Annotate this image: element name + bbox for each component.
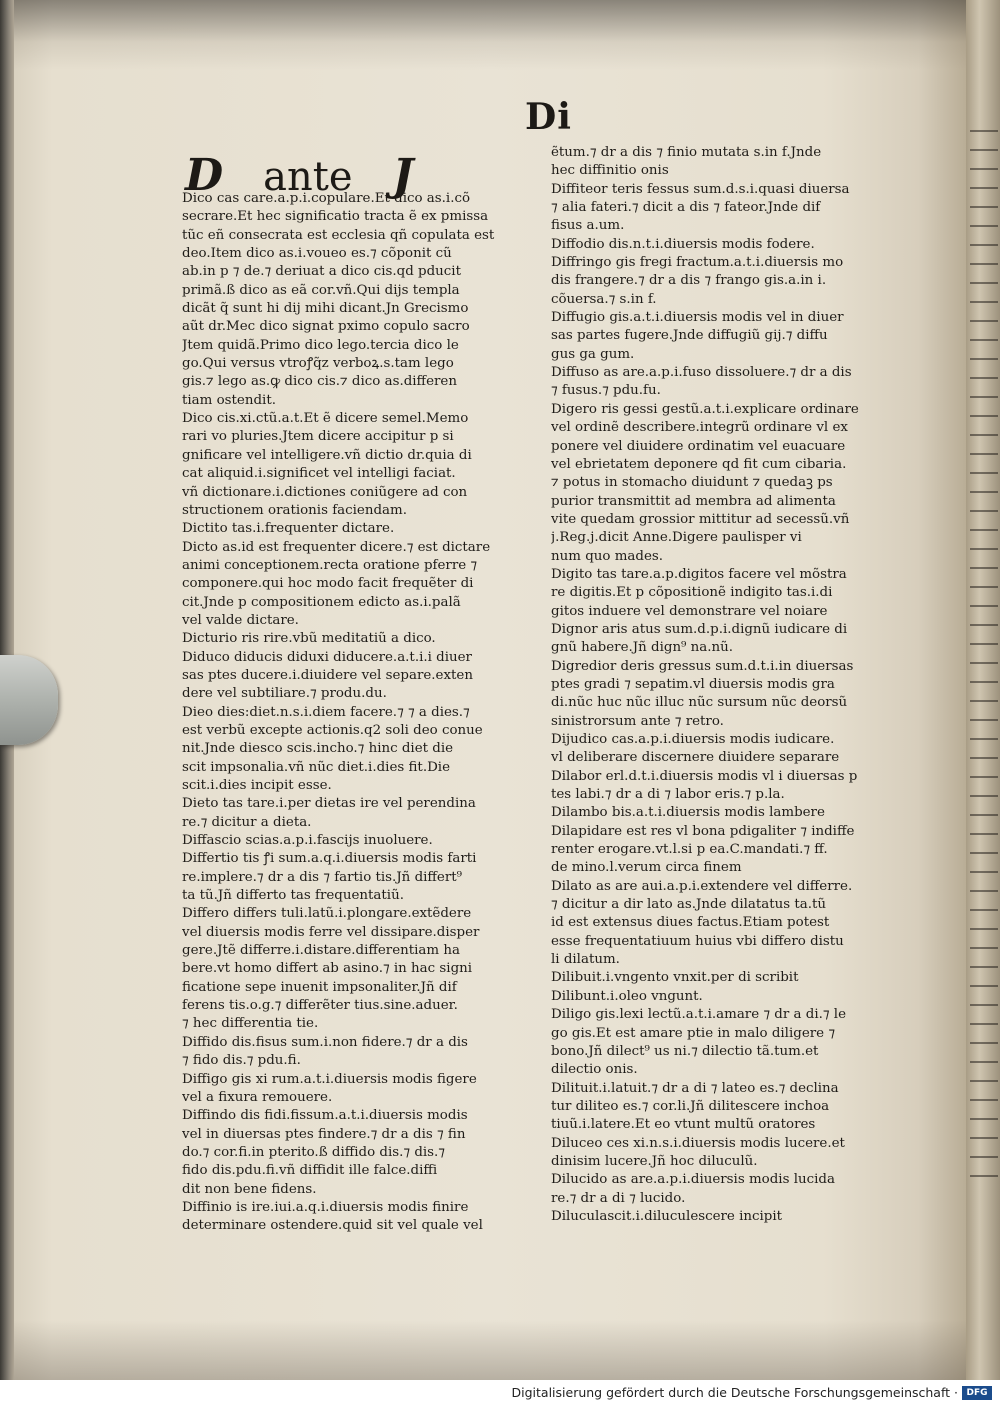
text-line: dis frangere.⁊ dr a dis ⁊ frango gis.a.in i. [551, 273, 827, 289]
text-line: cit.Jnde p compositionem edicto as.i.palã [182, 594, 461, 610]
text-line: Diffringo gis fregi fractum.a.t.i.diuersis mo [551, 255, 844, 271]
text-line: primã.ß dico as eã cor.vñ.Qui dijs templa [182, 282, 460, 298]
facing-page-text-fragments [970, 130, 998, 1180]
text-line: Dicturio ris rire.vbũ meditatiũ a dico. [182, 631, 436, 647]
top-shadow [14, 0, 966, 70]
text-line: ferens tis.o.g.⁊ differẽter tius.sine.aduer. [182, 998, 458, 1014]
text-line: gitos induere vel demonstrare vel noiare [551, 603, 828, 619]
text-line: do.⁊ cor.fi.in pterito.ß diffido dis.⁊ dis.⁊ [182, 1144, 445, 1160]
text-line: esse frequentatiuum huius vbi differo distu [551, 933, 844, 949]
text-line: Diffodio dis.n.t.i.diuersis modis fodere. [551, 236, 815, 252]
text-line: secrare.Et hec significatio tracta ẽ ex pmissa [182, 209, 489, 225]
text-line: componere.qui hoc modo facit frequẽter di [182, 576, 474, 592]
text-line: Dico cis.xi.ctũ.a.t.Et ẽ dicere semel.Memo [182, 411, 469, 427]
text-line: aũt dr.Mec dico signat pximo copulo sacro [182, 319, 470, 335]
text-line: dicãt q̃ sunt hi dij mihi dicant.Jn Grecismo [182, 301, 469, 317]
text-line: ⁊ potus in stomacho diuidunt ⁊ quedaꝫ ps [551, 475, 833, 491]
text-line: renter erogare.vt.l.si p ea.C.mandati.⁊ ff. [551, 842, 828, 858]
text-line: tur diliteo es.⁊ cor.li.Jñ dilitescere inchoa [551, 1098, 830, 1114]
text-line: dilectio onis. [551, 1062, 638, 1078]
text-line: Differo differs tuli.latũ.i.plongare.extẽdere [182, 906, 472, 922]
text-line: Dilambo bis.a.t.i.diuersis modis lambere [551, 805, 825, 821]
text-line: est verbũ excepte actionis.q2 soli deo conue [182, 722, 483, 738]
text-line: Digredior deris gressus sum.d.t.i.in diuersas [551, 658, 854, 674]
text-line: gnificare vel intelligere.vñ dictio dr.quia di [182, 447, 472, 463]
text-line: hec diffinitio onis [551, 163, 669, 179]
text-line: Dilibuit.i.vngento vnxit.per di scribit [551, 970, 799, 986]
text-line: tũc eñ consecrata est ecclesia qñ copulata est [182, 227, 495, 243]
text-line: id est extensus diues factus.Etiam potest [551, 915, 830, 931]
text-line: tiam ostendit. [182, 392, 276, 408]
text-line: Dilibunt.i.oleo vngunt. [551, 988, 703, 1004]
text-line: Dico cas care.a.p.i.copulare.Et dico as.i.cõ [182, 191, 471, 206]
text-line: vl deliberare discernere diuidere separare [551, 750, 840, 766]
right-text-column [551, 144, 909, 1226]
text-line: Dieto tas tare.i.per dietas ire vel perendina [182, 796, 476, 812]
text-line: ⁊ hec differentia tie. [182, 1016, 319, 1032]
text-line: de mino.l.verum circa finem [551, 860, 742, 876]
text-line: ficatione sepe inuenit impsonaliter.Jñ dif [182, 979, 457, 995]
text-line: sinistrorsum ante ⁊ retro. [551, 713, 724, 729]
text-line: tiuũ.i.latere.Et eo vtunt multũ oratores [551, 1117, 816, 1133]
text-line: Dignor aris atus sum.d.p.i.dignũ iudicare di [551, 621, 848, 637]
text-line: Jtem quidã.Primo dico lego.tercia dico le [182, 337, 459, 353]
text-line: dere vel subtiliare.⁊ produ.du. [182, 686, 387, 702]
text-line: animi conceptionem.recta oratione pferre ⁊ [182, 557, 478, 573]
text-line: bere.vt homo differt ab asino.⁊ in hac signi [182, 961, 473, 977]
text-line: Dijudico cas.a.p.i.diuersis modis iudicare. [551, 732, 835, 747]
text-line: cõuersa.⁊ s.in f. [551, 291, 657, 307]
text-line: scit.i.dies incipit esse. [182, 778, 332, 793]
text-line: dinisim lucere.Jñ hoc diluculũ. [551, 1153, 758, 1169]
text-line: ponere vel diuidere ordinatim vel euacuare [551, 438, 846, 454]
text-line: scit impsonalia.vñ nũc diet.i.dies fit.Die [182, 759, 451, 775]
text-line: Dilato as are aui.a.p.i.extendere vel differre. [551, 878, 853, 894]
text-line: go gis.Et est amare ptie in malo diligere ⁊ [551, 1025, 835, 1041]
text-line: Diluculascit.i.diluculescere incipit [551, 1208, 783, 1224]
text-line: di.nũc huc nũc illuc nũc sursum nũc deorsũ [551, 695, 848, 711]
text-line: purior transmittit ad membra ad alimenta [551, 493, 836, 509]
section-initial: D [185, 150, 224, 201]
text-line: Diffuso as are.a.p.i.fuso dissoluere.⁊ dr a dis [551, 365, 852, 381]
text-line: go.Qui versus vtroꝭq̃z verboꝝ.s.tam lego [182, 356, 454, 372]
text-line: ⁊ dicitur a dir lato as.Jnde dilatatus ta.tũ [551, 897, 827, 913]
text-line: Diffugio gis.a.t.i.diuersis modis vel in diuer [551, 310, 844, 326]
digitization-footer [0, 1380, 1000, 1406]
text-line: Dilituit.i.latuit.⁊ dr a di ⁊ lateo es.⁊ declina [551, 1080, 839, 1096]
text-line: vel ebrietatem deponere qd fit cum cibaria. [551, 456, 847, 472]
text-line: Dilabor erl.d.t.i.diuersis modis vl i diuersas p [551, 768, 858, 784]
text-line: vñ dictionare.i.dictiones coniũgere ad con [182, 484, 468, 500]
text-line: ẽtum.⁊ dr a dis ⁊ finio mutata s.in f.Jnde [551, 145, 822, 160]
text-line: re.implere.⁊ dr a dis ⁊ fartio tis.Jñ differt⁹ [182, 869, 463, 885]
section-word: ante [263, 154, 353, 200]
text-line: Diligo gis.lexi lectũ.a.t.i.amare ⁊ dr a di.⁊ le [551, 1007, 846, 1023]
text-line: ptes gradi ⁊ sepatim.vl diuersis modis gra [551, 676, 835, 692]
text-line: gere.Jtẽ differre.i.distare.differentiam ha [182, 943, 460, 959]
text-line: re digitis.Et p cõpositionẽ indigito tas.i.di [551, 585, 833, 601]
text-line: tes labi.⁊ dr a di ⁊ labor eris.⁊ p.la. [551, 787, 785, 803]
text-line: nit.Jnde diesco scis.incho.⁊ hinc diet die [182, 741, 454, 757]
text-line: vel a fixura remouere. [182, 1089, 333, 1105]
text-line: Diffinio is ire.iui.a.q.i.diuersis modis finire [182, 1199, 469, 1215]
text-line: Dilapidare est res vl bona pdigaliter ⁊ indiffe [551, 823, 855, 839]
text-line: structionem orationis faciendam. [182, 502, 407, 518]
text-line: fisus a.um. [551, 218, 625, 234]
footer-credit: Digitalisierung gefördert durch die Deutsche Forschungsgemeinschaft · [511, 1385, 958, 1400]
text-line: cat aliquid.i.significet vel intelligi faciat. [182, 466, 456, 482]
text-line: Digito tas tare.a.p.digitos facere vel mõstra [551, 566, 847, 582]
bottom-shadow [14, 1320, 966, 1380]
text-line: ab.in p ⁊ de.⁊ deriuat a dico cis.qd pducit [182, 264, 461, 280]
text-line: Diluceo ces xi.n.s.i.diuersis modis lucere.et [551, 1135, 845, 1151]
text-line: vel ordinẽ describere.integrũ ordinare vl ex [551, 420, 848, 436]
text-line: Dicto as.id est frequenter dicere.⁊ est dictare [182, 539, 491, 555]
text-line: j.Reg.j.dicit Anne.Digere paulisper vi [551, 530, 802, 546]
section-letter: J [392, 150, 414, 201]
running-head: Di [525, 96, 572, 138]
text-line: fido dis.pdu.fi.vñ diffidit ille falce.diffi [182, 1163, 438, 1179]
left-text-column [182, 190, 547, 1236]
text-line: sas partes fugere.Jnde diffugiũ gij.⁊ diffu [551, 328, 828, 344]
dfg-logo: DFG [962, 1386, 992, 1400]
text-line: Diffascio scias.a.p.i.fascijs inuoluere. [182, 833, 433, 849]
text-line: Diduco diducis diduxi diducere.a.t.i.i diuer [182, 649, 472, 665]
text-line: li dilatum. [551, 952, 620, 968]
text-line: re.⁊ dicitur a dieta. [182, 814, 312, 830]
text-line: Dieo dies:diet.n.s.i.diem facere.⁊ ⁊ a dies.⁊ [182, 704, 470, 720]
text-line: ⁊ alia fateri.⁊ dicit a dis ⁊ fateor.Jnde dif [551, 200, 821, 216]
text-line: Diffido dis.fisus sum.i.non fidere.⁊ dr a dis [182, 1034, 468, 1050]
text-line: Diffiteor teris fessus sum.d.s.i.quasi diuersa [551, 181, 850, 197]
text-line: Dilucido as are.a.p.i.diuersis modis lucida [551, 1172, 835, 1188]
text-line: vel valde dictare. [182, 612, 299, 628]
text-line: vel in diuersas ptes findere.⁊ dr a dis ⁊ fin [182, 1126, 466, 1142]
text-line: gis.⁊ lego as.ꝙ dico cis.⁊ dico as.differen [182, 374, 457, 390]
text-line: re.⁊ dr a di ⁊ lucido. [551, 1190, 686, 1206]
text-line: sas ptes ducere.i.diuidere vel separe.exten [182, 667, 473, 683]
text-line: rari vo pluries.Jtem dicere accipitur p si [182, 429, 454, 445]
text-line: Diffindo dis fidi.fissum.a.t.i.diuersis modis [182, 1108, 468, 1124]
text-line: vel diuersis modis ferre vel dissipare.disper [182, 924, 480, 940]
text-line: dit non bene fidens. [182, 1181, 317, 1197]
text-line: bono.Jñ dilect⁹ us ni.⁊ dilectio tã.tum.et [551, 1043, 819, 1059]
text-line: ⁊ fusus.⁊ pdu.fu. [551, 383, 661, 399]
text-line: Digero ris gessi gestũ.a.t.i.explicare ordinare [551, 401, 859, 417]
text-line: num quo mades. [551, 548, 664, 564]
text-line: gus ga gum. [551, 346, 635, 362]
text-line: determinare ostendere.quid sit vel quale vel [182, 1218, 483, 1234]
text-line: Diffigo gis xi rum.a.t.i.diuersis modis figere [182, 1071, 477, 1087]
text-line: deo.Item dico as.i.voueo es.⁊ cõponit cũ [182, 246, 452, 262]
text-line: ⁊ fido dis.⁊ pdu.fi. [182, 1053, 301, 1069]
text-line: ta tũ.Jñ differto tas frequentatiũ. [182, 888, 404, 904]
text-line: vite quedam grossior mittitur ad secessũ.vñ [551, 511, 850, 527]
text-line: Dictito tas.i.frequenter dictare. [182, 521, 395, 537]
text-line: Differtio tis ꝭi sum.a.q.i.diuersis modis farti [182, 851, 477, 867]
text-line: gnũ habere.Jñ dign⁹ na.nũ. [551, 640, 734, 656]
